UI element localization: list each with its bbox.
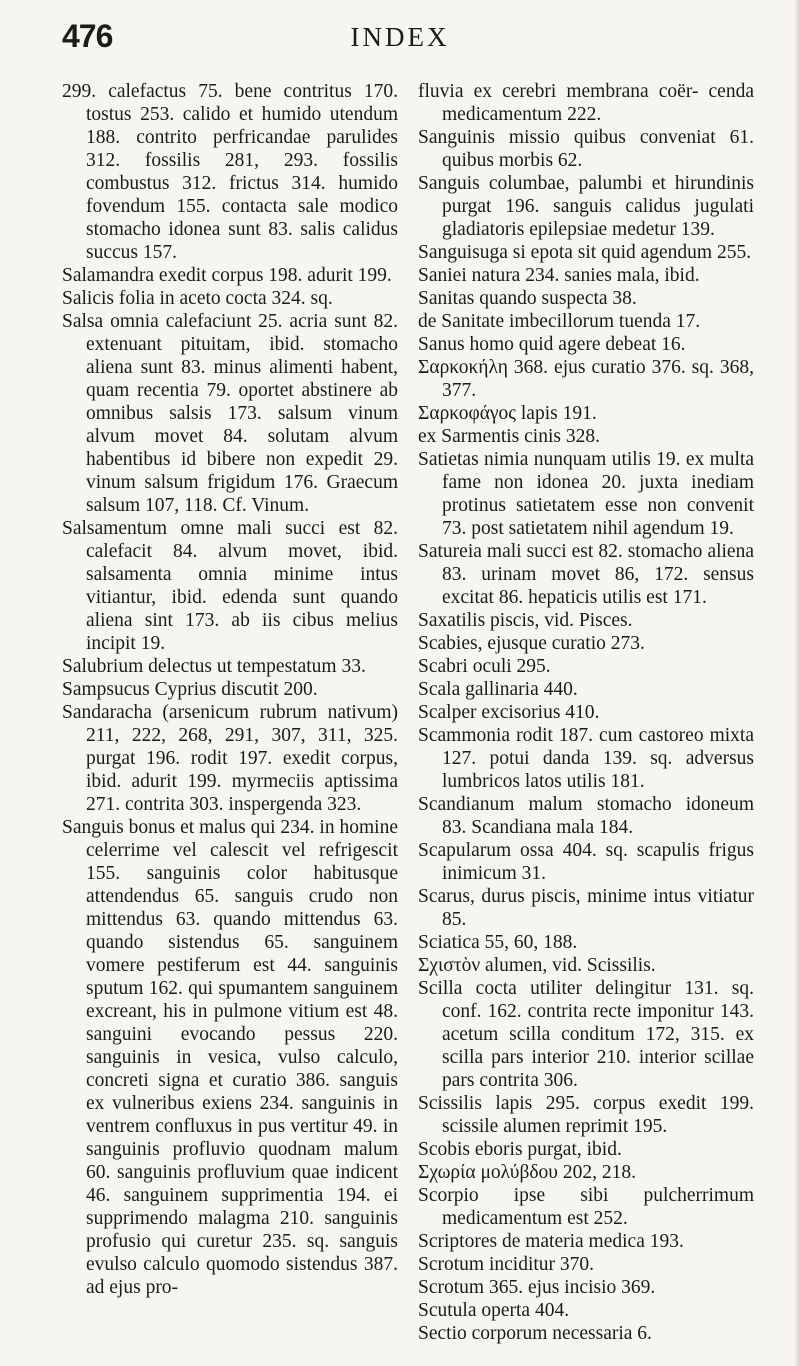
index-entry: Salubrium delectus ut tempestatum 33. <box>62 656 366 677</box>
index-entry: Scobis eboris purgat, ibid. <box>418 1139 622 1160</box>
index-entry: Salicis folia in aceto cocta 324. sq. <box>62 288 333 309</box>
index-entry: Scrotum 365. ejus incisio 369. <box>418 1277 656 1298</box>
index-entry: Sanguinis missio quibus conveniat 61. quibus morbis 62. <box>418 127 754 171</box>
index-entry: fluvia ex cerebri membrana coër- cenda medicamentum 222. <box>418 81 754 125</box>
index-entry: Salamandra exedit corpus 198. adurit 199. <box>62 265 392 286</box>
index-column-right <box>418 80 754 1345</box>
index-entry: Σαρκοφάγος lapis 191. <box>418 403 597 424</box>
index-entry: Scandianum malum stomacho idoneum 83. Scandiana mala 184. <box>418 794 754 838</box>
index-entry: Sampsucus Cyprius discutit 200. <box>62 679 318 700</box>
index-entry: Salsamentum omne mali succi est 82. calefacit 84. alvum movet, ibid. salsamenta omnia minime intus vitiantur, ibid. edenda sunt quando aliena sint 173. ab iis cibus melius incipit 19. <box>62 518 398 654</box>
index-entry: Scilla cocta utiliter delingitur 131. sq. conf. 162. contrita recte imponitur 143. acetum scilla conditum 172, 315. ex scilla pars interior 210. interior scillae pars contrita 306. <box>418 978 754 1091</box>
index-entry: Saniei natura 234. sanies mala, ibid. <box>418 265 700 286</box>
index-entry: Sectio corporum necessaria 6. <box>418 1323 652 1344</box>
page-number: 476 <box>62 18 113 54</box>
running-title: INDEX <box>350 22 450 52</box>
page-header <box>0 0 800 70</box>
index-entry: Scabri oculi 295. <box>418 656 551 677</box>
index-entry: Satietas nimia nunquam utilis 19. ex multa fame non idonea 20. juxta inediam protinus satietatem esse non convenit 73. post satietatem nihil agendum 19. <box>418 449 754 539</box>
index-entry: Σαρκοκήλη 368. ejus curatio 376. sq. 368, 377. <box>418 357 754 401</box>
index-entry: Sanguisuga si epota sit quid agendum 255. <box>418 242 752 263</box>
index-entry: Satureia mali succi est 82. stomacho aliena 83. urinam movet 86, 172. sensus excitat 86. hepaticis utilis est 171. <box>418 541 754 608</box>
index-entry: Scriptores de materia medica 193. <box>418 1231 684 1252</box>
index-entry: Sanguis bonus et malus qui 234. in homine celerrime vel calescit vel refrigescit 155. sanguinis color habitusque attendendus 65. sanguis crudo non mittendus 63. quando mittendus 63. quando sistendus 65. sanguinem vomere pestiferum est 44. sanguinis sputum 162. qui spumantem sanguinem excreant, his in pulmone vitium est 48. sanguini evocando pessus 220. sanguinis in vesica, vulso calculo, concreti signa et curatio 386. sanguis ex vulneribus exiens 234. sanguinis in ventrem confluxus in pus vertitur 49. in sanguinis profluvio quodnam malum 60. sanguinis profluvium quae indicent 46. sanguinem supprimentia 194. ei supprimendo malagma 210. sanguinis profusio qui curetur 235. sq. sanguis evulso calculo quomodo sistendus 387. ad ejus pro- <box>62 817 398 1298</box>
index-entry: Scammonia rodit 187. cum castoreo mixta 127. potui danda 139. sq. adversus lumbricos latos utilis 181. <box>418 725 754 792</box>
index-entry: Scalper excisorius 410. <box>418 702 600 723</box>
index-entry: Salsa omnia calefaciunt 25. acria sunt 82. extenuant pituitam, ibid. stomacho aliena sunt 83. minus alimenti habent, quam recentia 79. oportet abstinere ab omnibus salsis 173. salsum vinum alvum movet 84. solutam alvum habentibus id bibere non expedit 29. vinum salsum frigidum 176. Graecum salsum 107, 118. Cf. Vinum. <box>62 311 398 516</box>
index-entry: 299. calefactus 75. bene contritus 170. tostus 253. calido et humido utendum 188. contrito perfricandae parulides 312. fossilis 281, 293. fossilis combustus 312. frictus 314. humido fovendum 155. contacta sale modico stomacho idonea sunt 83. salis calidus succus 157. <box>62 81 398 263</box>
index-column-left <box>62 80 398 1299</box>
index-entry: Scarus, durus piscis, minime intus vitiatur 85. <box>418 886 754 930</box>
index-entry: Scrotum inciditur 370. <box>418 1254 595 1275</box>
index-entry: Sciatica 55, 60, 188. <box>418 932 578 953</box>
index-entry: Scabies, ejusque curatio 273. <box>418 633 645 654</box>
index-entry: Σχιστὸν alumen, vid. Scissilis. <box>418 955 656 976</box>
index-entry: Scissilis lapis 295. corpus exedit 199. scissile alumen reprimit 195. <box>418 1093 754 1137</box>
index-entry: Σχωρία μολύβδου 202, 218. <box>418 1162 636 1183</box>
index-entry: Scutula operta 404. <box>418 1300 570 1321</box>
index-entry: Saxatilis piscis, vid. Pisces. <box>418 610 633 631</box>
index-entry: Scorpio ipse sibi pulcherrimum medicamentum est 252. <box>418 1185 754 1229</box>
index-entry: Scapularum ossa 404. sq. scapulis frigus inimicum 31. <box>418 840 754 884</box>
index-entry: Sanguis columbae, palumbi et hirundinis purgat 196. sanguis calidus jugulati gladiatoris epilepsiae medetur 139. <box>418 173 754 240</box>
index-entry: Sandaracha (arsenicum rubrum nativum) 211, 222, 268, 291, 307, 311, 325. purgat 196. rodit 197. exedit corpus, ibid. adurit 199. myrmeciis aptissima 271. contrita 303. inspergenda 323. <box>62 702 398 815</box>
index-entry: de Sanitate imbecillorum tuenda 17. <box>418 311 701 332</box>
index-entry: Sanus homo quid agere debeat 16. <box>418 334 686 355</box>
index-entry: Scala gallinaria 440. <box>418 679 578 700</box>
index-entry: Sanitas quando suspecta 38. <box>418 288 637 309</box>
page-edge-shadow <box>794 0 800 1366</box>
index-entry: ex Sarmentis cinis 328. <box>418 426 600 447</box>
